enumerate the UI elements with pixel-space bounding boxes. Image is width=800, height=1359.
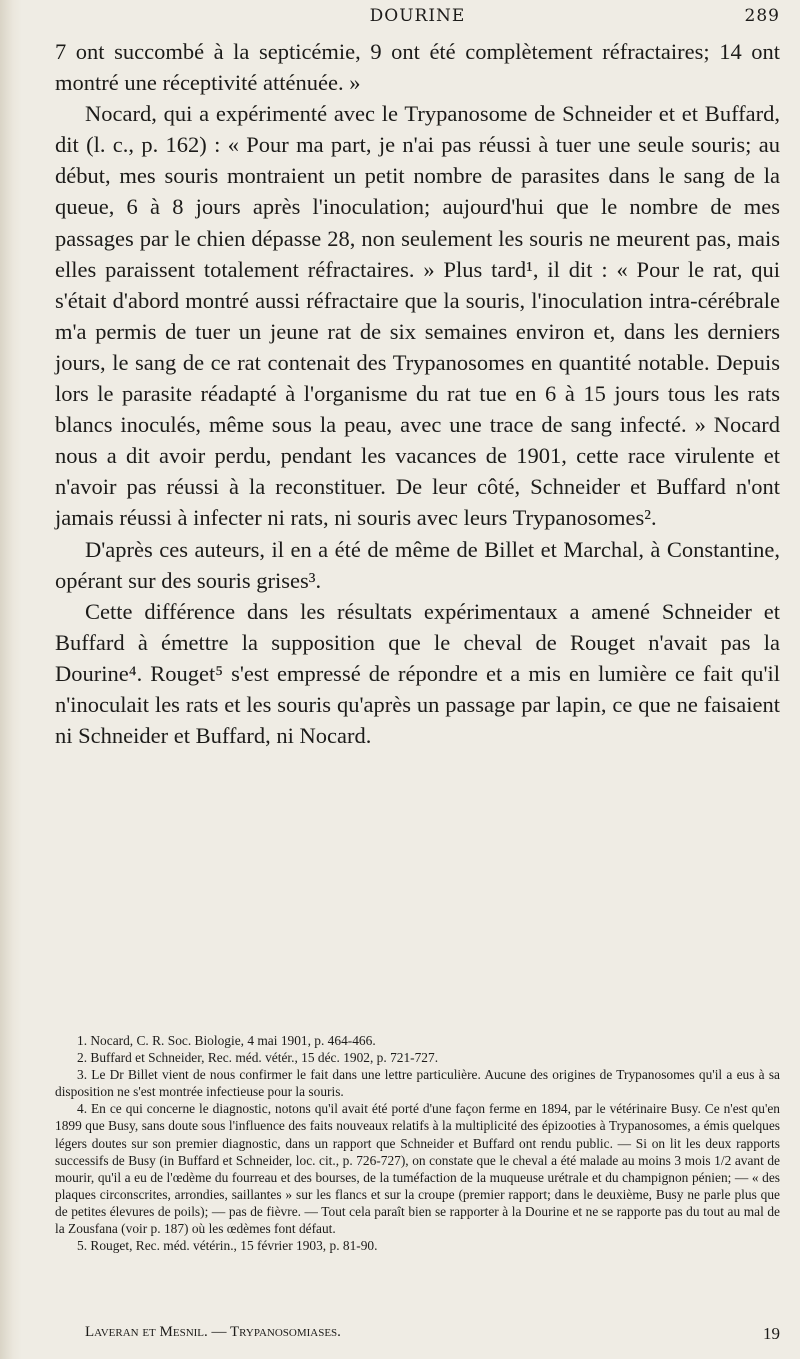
footnote-4: 4. En ce qui concerne le diagnostic, notons qu'il avait été porté d'une façon ferme en 1894, par le vétérinaire Busy. Ce n'est qu'en 1899 que Busy, sans doute sous l'influence des faits nouveaux relatifs à la multiplicité des épizooties à Trypanosomes, a émis quelques légers doutes sur son premier diagnostic, dans un rapport que Schneider et Buffard ont rendu public. — Si on lit les deux rapports successifs de Busy (in Buffard et Schneider, loc. cit., p. 726-727), on constate que le cheval a été malade au moins 3 mois 1/2 avant de mourir, qu'il a eu de l'œdème du fourreau et des bourses, de la tuméfaction de la muqueuse urétrale et du champignon pénien; — « des plaques circonscrites, arrondies, saillantes » sur les flancs et sur la croupe (premier rapport; dans le deuxième, Busy ne parle plus que de petites élevures de poils); — pas de fièvre. — Tout cela paraît bien se rapporter à la Dourine et ne se rapporte pas du tout au mal de la Zousfana (voir p. 187) où les œdèmes font défaut. xyxy=(55,1101,780,1237)
paragraph-1: 7 ont succombé à la septicémie, 9 ont été complètement réfractaires; 14 ont montré une réceptivité atténuée. » xyxy=(55,39,780,96)
page-number: 289 xyxy=(744,6,780,26)
paragraph-4: Cette différence dans les résultats expérimentaux a amené Schneider et Buffard à émettre la supposition que le cheval de Rouget n'avait pas la Dourine⁴. Rouget⁵ s'est empressé de répondre et a mis en lumière ce fait qu'il n'inoculait les rats et les souris qu'après un passage par lapin, ce que ne faisaient ni Schneider et Buffard, ni Nocard. xyxy=(55,598,780,749)
signature-number: 19 xyxy=(763,1324,780,1343)
footnote-5: 5. Rouget, Rec. méd. vétérin., 15 février 1903, p. 81-90. xyxy=(77,1238,378,1254)
page-binding-shadow xyxy=(0,0,22,1359)
signature-line: Laveran et Mesnil. — Trypanosomiases. xyxy=(85,1324,341,1340)
footnote-1: 1. Nocard, C. R. Soc. Biologie, 4 mai 1901, p. 464-466. xyxy=(77,1033,376,1048)
footnotes xyxy=(55,1032,780,1254)
running-header xyxy=(55,6,780,32)
body-text xyxy=(55,36,780,751)
paragraph-2: Nocard, qui a expérimenté avec le Trypanosome de Schneider et et Buffard, dit (l. c., p. 162) : « Pour ma part, je n'ai pas réussi à tuer une seule souris; au début, mes souris montraient un petit nombre de parasites dans le sang de la queue, 6 à 8 jours après l'inoculation; aujourd'hui que le nombre de mes passages par le chien dépasse 28, non seulement les souris ne meurent pas, mais elles paraissent totalement réfractaires. » Plus tard¹, il dit : « Pour le rat, qui s'était d'abord montré aussi réfractaire que la souris, l'inoculation intra-cérébrale m'a permis de tuer un jeune rat de six semaines environ et, dans les derniers jours, le sang de ce rat contenait des Trypanosomes en quantité notable. Depuis lors le parasite réadapté à l'organisme du rat tue en 6 à 15 jours tous les rats blancs inoculés, même sous la peau, avec une trace de sang infecté. » Nocard nous a dit avoir perdu, pendant les vacances de 1901, cette race virulente et n'avoir pas réussi à la reconstituer. De leur côté, Schneider et Buffard n'ont jamais réussi à infecter ni rats, ni souris avec leurs Trypanosomes². xyxy=(55,101,780,531)
footnote-2: 2. Buffard et Schneider, Rec. méd. vétér., 15 déc. 1902, p. 721-727. xyxy=(77,1050,439,1066)
running-title: DOURINE xyxy=(369,6,466,26)
footnote-3: 3. Le Dr Billet vient de nous confirmer le fait dans une lettre particulière. Aucune des origines de Trypanosomes qu'il a eus à sa disposition ne s'est montrée infectieuse pour la souris. xyxy=(55,1067,780,1100)
paragraph-3: D'après ces auteurs, il en a été de même de Billet et Marchal, à Constantine, opérant sur des souris grises³. xyxy=(55,536,780,593)
page-footer xyxy=(55,1324,780,1346)
